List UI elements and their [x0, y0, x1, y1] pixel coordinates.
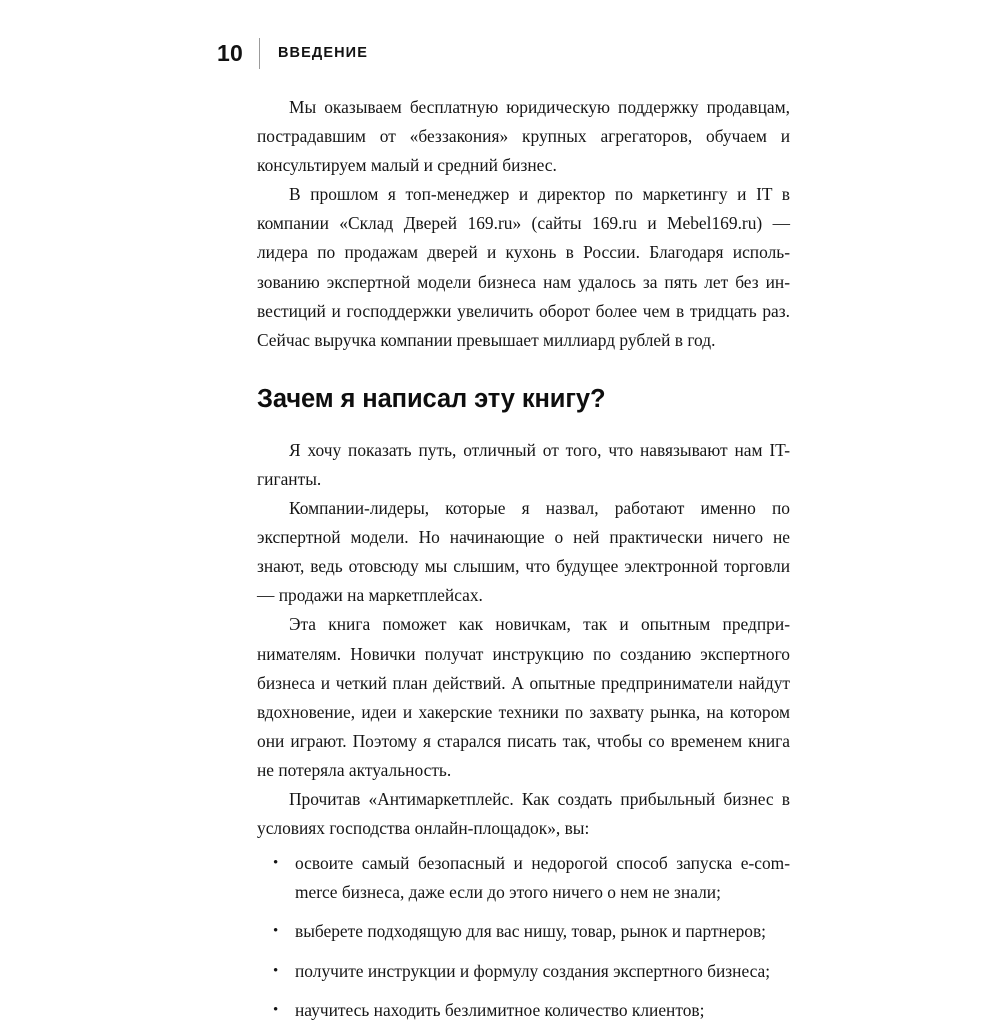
list-item: • освоите самый безопасный и недорогой способ запуска e-commerce бизнеса, даже если до этого ничего о нем не знали;: [257, 849, 790, 907]
list-item: • получите инструкции и формулу создания экспертного бизнеса;: [257, 957, 790, 986]
paragraph: Эта книга поможет как новичкам, так и опытным предпринимателям. Новички получат инструкцию по созданию экспертного бизнеса и четкий план действий. А опытные предприниматели найдут вдохновение, идеи и хакерские техники по захвату рынка, на котором они играют. Поэтому я старался писать так, чтобы со временем книга не потеряла актуальность.: [257, 614, 790, 780]
section-heading: Зачем я написал эту книгу?: [257, 384, 606, 413]
list-item: • научитесь находить безлимитное количество клиентов;: [257, 996, 790, 1025]
bullet-list: [257, 849, 790, 1024]
paragraph: В прошлом я топ-менеджер и директор по маркетингу и IT в компании «Склад Дверей 169.ru» (сайты 169.ru и Mebel169.ru) — лидера по продажам дверей и кухонь в России. Благодаря использованию экспертной модели бизнеса нам удалось за пять лет без инвестиций и господдержки увеличить оборот более чем в тридцать раз. Сейчас выручка компании превышает миллиард рублей в год.: [257, 184, 790, 350]
text-column: [257, 93, 790, 1025]
running-head: [217, 36, 368, 70]
page-number: 10: [217, 39, 243, 66]
paragraph: Прочитав «Антимаркетплейс. Как создать прибыльный бизнес в условиях господства онлайн-площадок», вы:: [257, 789, 790, 839]
paragraph: Компании-лидеры, которые я назвал, работают именно по экспертной модели. Но начинающие о ней практически ничего не знают, ведь отовсюду мы слышим, что будущее электронной торговли — продажи на маркетплейсах.: [257, 498, 790, 606]
list-item: • выберете подходящую для вас нишу, товар, рынок и партнеров;: [257, 917, 790, 946]
spacer: [257, 355, 790, 384]
paragraph: Мы оказываем бесплатную юридическую поддержку продавцам, пострадавшим от «беззакония» крупных агрегаторов, обучаем и консультируем малый и средний бизнес.: [257, 97, 790, 176]
header-divider-rule: [259, 38, 260, 69]
paragraph: Я хочу показать путь, отличный от того, что навязывают нам IT-гиганты.: [257, 439, 790, 490]
spacer: [257, 414, 790, 436]
running-head-title: ВВЕДЕНИЕ: [277, 44, 368, 61]
